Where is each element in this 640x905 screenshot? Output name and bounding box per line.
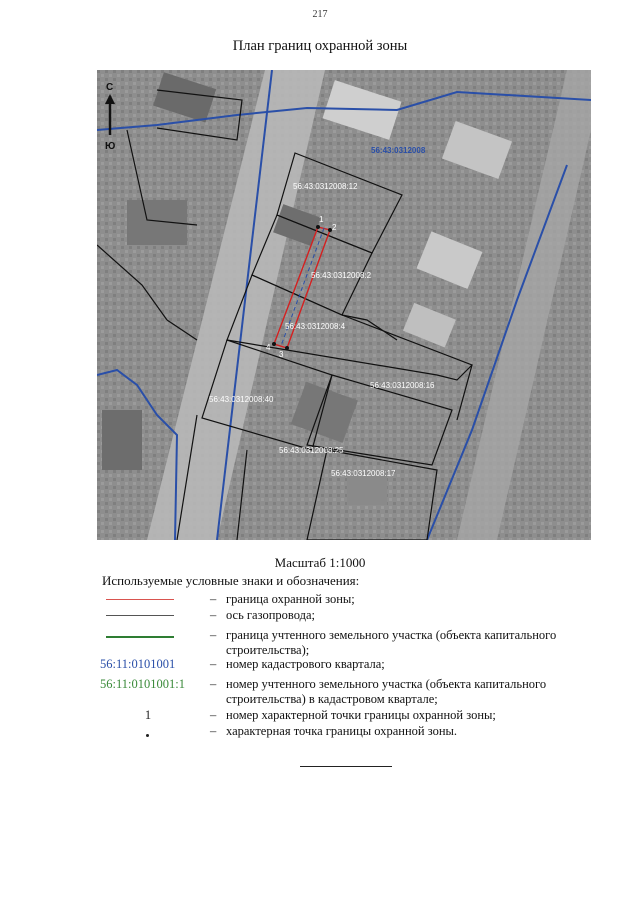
point-label-2: 2	[332, 223, 337, 232]
dot-icon	[146, 734, 149, 737]
green-line-icon	[106, 636, 174, 638]
svg-text:С: С	[106, 82, 114, 93]
svg-text:Ю: Ю	[105, 141, 116, 152]
building	[102, 410, 142, 470]
parcel-label: 56:43:0312008:4	[285, 322, 346, 331]
red-line-icon	[106, 599, 174, 600]
point-label-4: 4	[266, 343, 271, 352]
page-number: 217	[312, 9, 328, 20]
point-label-1: 1	[319, 215, 324, 224]
parcel-label: 56:43:0312008:25	[279, 446, 344, 455]
quarter-label: 56:43:0312008	[371, 146, 426, 155]
point-label-3: 3	[279, 350, 284, 359]
dark-line-icon	[106, 615, 174, 616]
parcel-label: 56:43:0312008:2	[311, 271, 372, 280]
end-rule	[300, 766, 392, 767]
parcel-label: 56:43:0312008:17	[331, 469, 396, 478]
scale-label: Масштаб 1:1000	[274, 555, 366, 570]
parcel-label: 56:43:0312008:16	[370, 381, 435, 390]
legend-heading: Используемые условные знаки и обозначения:	[102, 573, 360, 588]
parcel-label: 56:43:0312008:12	[293, 182, 358, 191]
parcel-label: 56:43:0312008:40	[209, 395, 274, 404]
page-title: План границ охранной зоны	[232, 38, 408, 54]
cadastral-map[interactable]	[97, 70, 591, 540]
